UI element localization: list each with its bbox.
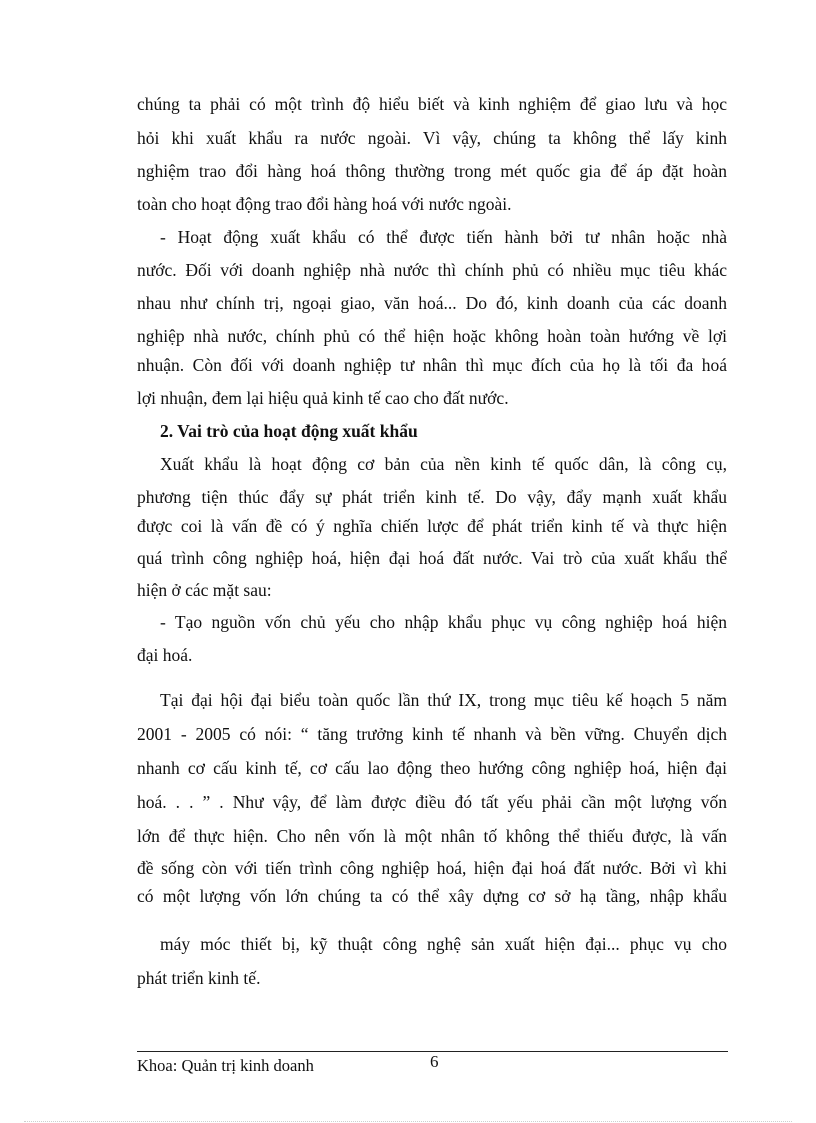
body-line: phát triển kinh tế. xyxy=(137,968,261,988)
body-line: hỏi khi xuất khẩu ra nước ngoài. Vì vậy, chúng ta không thể lấy kinh xyxy=(137,128,727,148)
body-line: máy móc thiết bị, kỹ thuật công nghệ sản xuất hiện đại... phục vụ cho xyxy=(160,934,727,954)
body-line: hoá. . . ” . Như vậy, để làm được điều đó tất yếu phải cần một lượng vốn xyxy=(137,792,727,812)
body-line: nhanh cơ cấu kinh tế, cơ cấu lao động theo hướng công nghiệp hoá, hiện đại xyxy=(137,758,727,778)
section-heading: 2. Vai trò của hoạt động xuất khẩu xyxy=(160,421,418,441)
body-line: hiện ở các mặt sau: xyxy=(137,580,272,600)
body-line: có một lượng vốn lớn chúng ta có thể xây dựng cơ sở hạ tầng, nhập khẩu xyxy=(137,886,727,906)
body-line: toàn cho hoạt động trao đổi hàng hoá với nước ngoài. xyxy=(137,194,512,214)
body-line: chúng ta phải có một trình độ hiểu biết và kinh nghiệm để giao lưu và học xyxy=(137,94,727,114)
body-line: nghiệp nhà nước, chính phủ có thể hiện hoặc không hoàn toàn hướng về lợi xyxy=(137,326,727,346)
bullet-line: - Hoạt động xuất khẩu có thể được tiến hành bởi tư nhân hoặc nhà xyxy=(160,227,727,247)
body-line: đề sống còn với tiến trình công nghiệp hoá, hiện đại hoá đất nước. Bởi vì khi xyxy=(137,858,727,878)
body-line: phương tiện thúc đẩy sự phát triển kinh tế. Do vậy, đẩy mạnh xuất khẩu xyxy=(137,487,727,507)
page-number: 6 xyxy=(430,1052,439,1071)
body-line: Xuất khẩu là hoạt động cơ bản của nền kinh tế quốc dân, là công cụ, xyxy=(160,454,727,474)
body-line: được coi là vấn đề có ý nghĩa chiến lược để phát triển kinh tế và thực hiện xyxy=(137,516,727,536)
body-line: nhuận. Còn đối với doanh nghiệp tư nhân thì mục đích của họ là tối đa hoá xyxy=(137,355,727,375)
body-line: Tại đại hội đại biểu toàn quốc lần thứ IX, trong mục tiêu kế hoạch 5 năm xyxy=(160,690,727,710)
body-line: nghiệm trao đổi hàng hoá thông thường trong mét quốc gia để áp đặt hoàn xyxy=(137,161,727,181)
body-line: đại hoá. xyxy=(137,645,193,665)
body-line: nhau như chính trị, ngoại giao, văn hoá... Do đó, kinh doanh của các doanh xyxy=(137,293,727,313)
footer-faculty: Khoa: Quản trị kinh doanh xyxy=(137,1056,314,1075)
body-line: quá trình công nghiệp hoá, hiện đại hoá đất nước. Vai trò của xuất khẩu thể xyxy=(137,548,727,568)
page-boundary xyxy=(24,1121,792,1122)
body-line: nước. Đối với doanh nghiệp nhà nước thì chính phủ có nhiều mục tiêu khác xyxy=(137,260,727,280)
body-line: lợi nhuận, đem lại hiệu quả kinh tế cao cho đất nước. xyxy=(137,388,509,408)
body-line: lớn để thực hiện. Cho nên vốn là một nhân tố không thể thiếu được, là vấn xyxy=(137,826,727,846)
bullet-line: - Tạo nguồn vốn chủ yếu cho nhập khẩu phục vụ công nghiệp hoá hiện xyxy=(160,612,727,632)
body-line: 2001 - 2005 có nói: “ tăng trưởng kinh tế nhanh và bền vững. Chuyển dịch xyxy=(137,724,727,744)
